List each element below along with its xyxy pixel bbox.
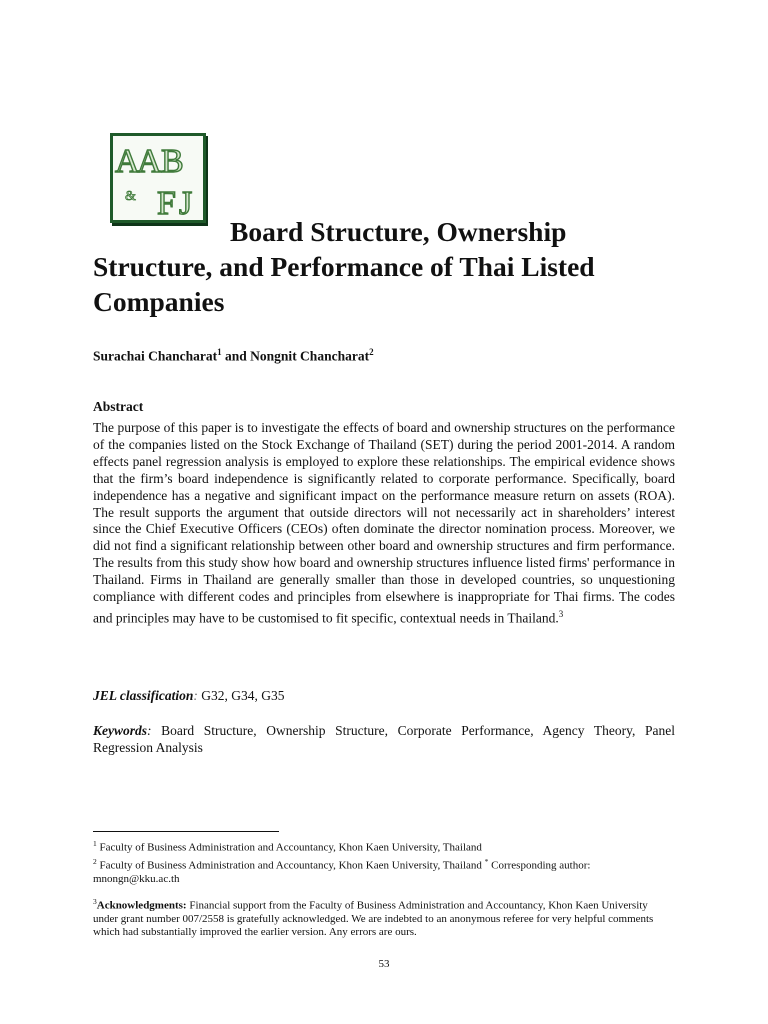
svg-text:B: B bbox=[161, 143, 184, 180]
jel-colon: : bbox=[193, 688, 198, 703]
author-name: Nongnit Chancharat bbox=[250, 348, 370, 364]
page-number: 53 bbox=[378, 958, 390, 970]
author-line bbox=[93, 347, 374, 365]
footnote-2 bbox=[93, 855, 675, 886]
aabfj-logo-icon bbox=[113, 136, 203, 220]
jel-codes: G32, G34, G35 bbox=[197, 688, 285, 703]
footnote-mark: 1 bbox=[93, 839, 97, 848]
svg-text:&: & bbox=[125, 189, 136, 204]
abstract-body bbox=[93, 420, 675, 627]
abstract-text: The purpose of this paper is to investigate the effects of board and ownership structures on the performance of the companies listed on the Stock Exchange of Thailand (SET) during the period 2001-2014. A random effects panel regression analysis is employed to explore these relationships. The empirical evidence shows that the firm’s board independence is significantly related to corporate performance. Specifically, board independence has a negative and significant impact on the performance measure return on assets (ROA). The result supports the argument that outside directors will not necessarily act in shareholders’ interest since the Chief Executive Officers (CEOs) often dominate the director nomination process. Moreover, we did not find a significant relationship between other board and ownership structures and firm performance. The results from this study show how board and ownership structures influence listed firms' performance in Thailand. Firms in Thailand are generally smaller than those in developed countries, so unquestioning compliance with different codes and principles from elsewhere is inappropriate for Thai firms. The codes and principles may have to be customised to fit specific, contextual needs in Thailand. bbox=[93, 420, 675, 626]
journal-logo bbox=[110, 133, 206, 223]
svg-text:A: A bbox=[137, 143, 162, 180]
svg-text:J: J bbox=[179, 185, 193, 220]
keywords-list: Board Structure, Ownership Structure, Corporate Performance, Agency Theory, Panel Regression Analysis bbox=[93, 723, 675, 755]
keywords-colon: : bbox=[147, 723, 152, 738]
footnote-1 bbox=[93, 837, 675, 855]
footnote-text: Faculty of Business Administration and Accountancy, Khon Kaen University, Thailand bbox=[96, 841, 482, 854]
svg-text:A: A bbox=[115, 143, 140, 180]
paper-title: Board Structure, Ownership Structure, and Performance of Thai Listed Companies bbox=[93, 216, 595, 317]
author-connector: and bbox=[221, 348, 251, 364]
author-name: Surachai Chancharat bbox=[93, 348, 218, 364]
footnote-mark: 2 bbox=[93, 857, 97, 867]
affiliation-mark: 2 bbox=[369, 347, 374, 357]
keywords bbox=[93, 722, 675, 756]
footnote-text: Corresponding author: mnongn@kku.ac.th bbox=[93, 859, 591, 886]
footnote-3 bbox=[93, 895, 675, 940]
footnotes bbox=[93, 837, 675, 939]
corresponding-mark: * bbox=[484, 857, 489, 867]
abstract-heading: Abstract bbox=[93, 399, 144, 414]
keywords-label: Keywords bbox=[93, 723, 147, 738]
footnote-divider bbox=[93, 831, 279, 832]
footnote-text: Financial support from the Faculty of Business Administration and Accountancy, Khon Kaen University under grant number 007/2558 is gratefully acknowledged. We are indebted to an anonymous referee for very helpful comments which had substantially improved the earlier version. Any errors are ours. bbox=[93, 899, 654, 938]
footnote-text: Faculty of Business Administration and Accountancy, Khon Kaen University, Thailand bbox=[96, 859, 485, 872]
acknowledgments-label: Acknowledgments: bbox=[96, 899, 187, 912]
svg-text:F: F bbox=[157, 185, 176, 220]
affiliation-mark: 1 bbox=[217, 347, 222, 357]
jel-label: JEL classification bbox=[93, 688, 194, 703]
footnote-mark: 3 bbox=[93, 896, 97, 906]
footnote-mark: 3 bbox=[558, 608, 564, 619]
jel-classification bbox=[93, 688, 285, 704]
